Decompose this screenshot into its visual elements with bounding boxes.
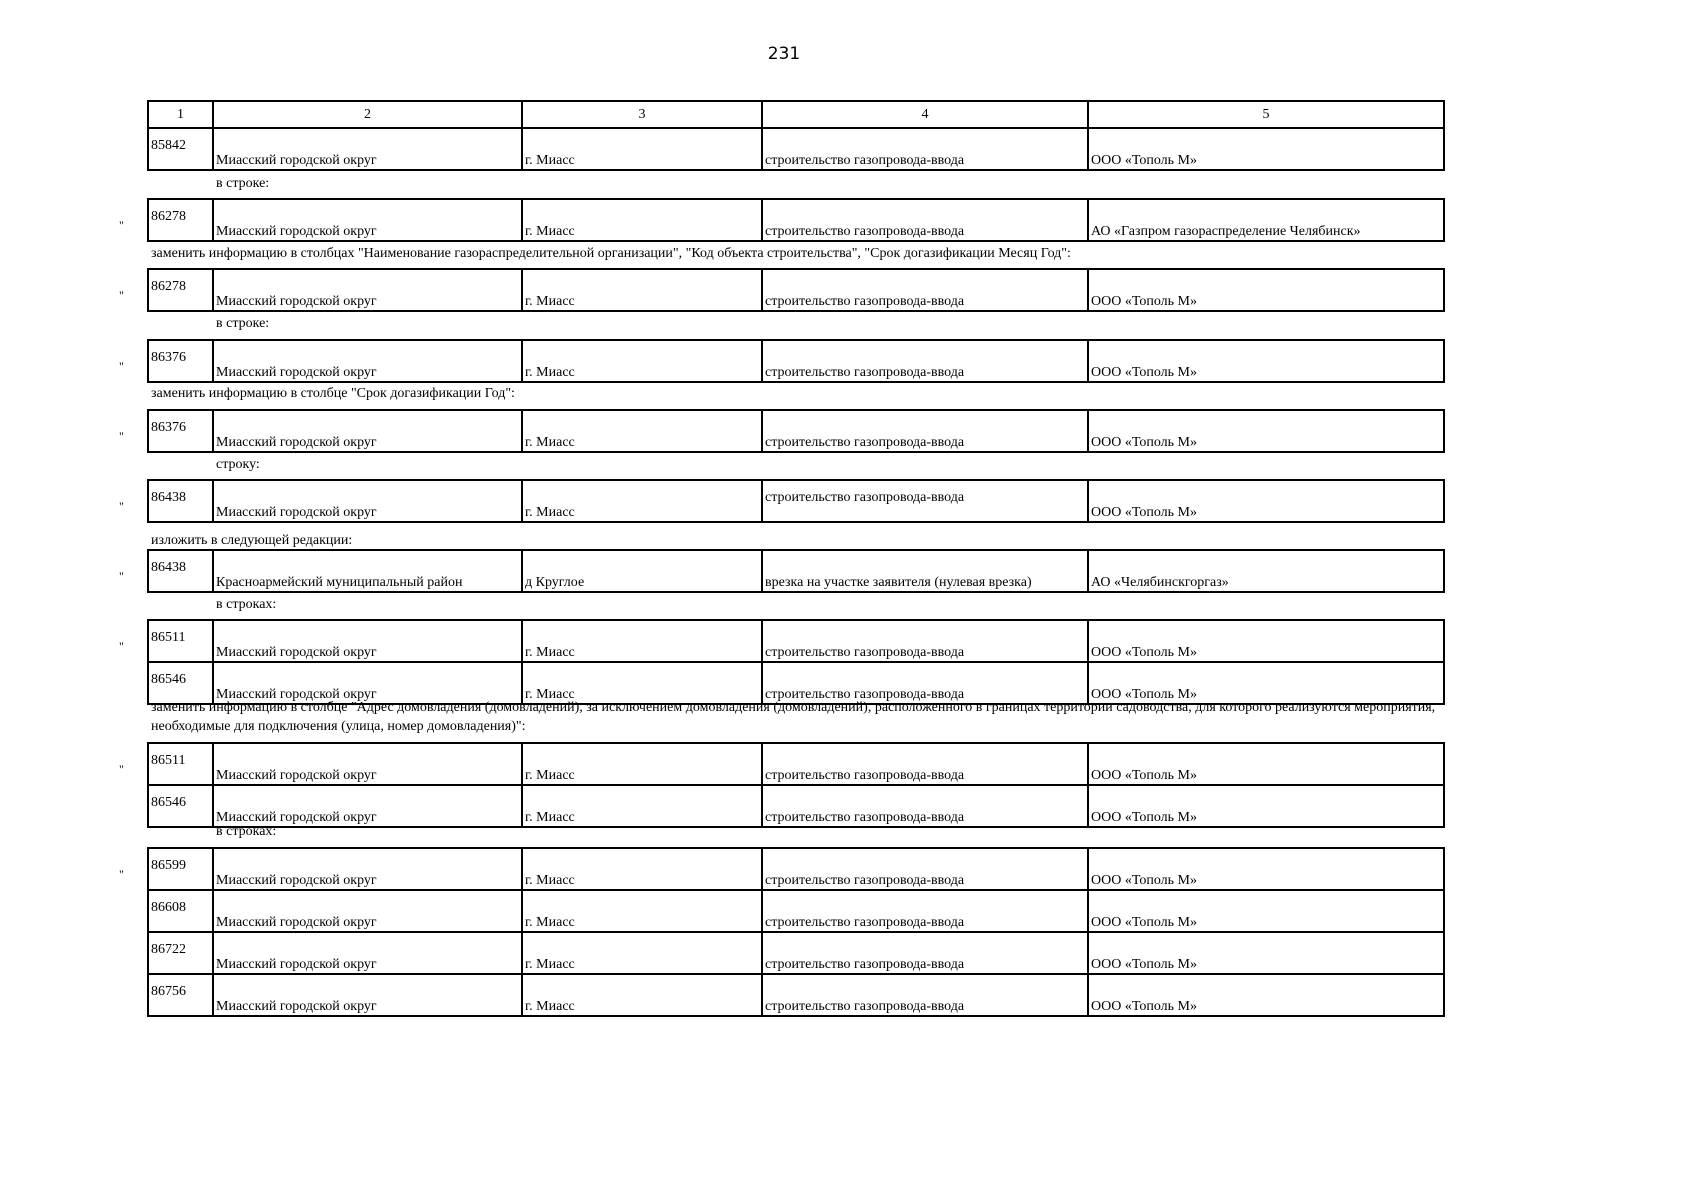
code-cell: 86278 (148, 199, 213, 241)
code-cell: 86376 (148, 410, 213, 452)
locality-cell: г. Миасс (522, 340, 762, 382)
work-type-cell: строительство газопровода-ввода (762, 620, 1088, 662)
locality-cell: г. Миасс (522, 785, 762, 827)
instruction-text: заменить информацию в столбце "Срок догазификации Год": (151, 386, 515, 401)
district-cell: Миасский городской округ (213, 662, 522, 704)
locality-cell: г. Миасс (522, 974, 762, 1016)
data-table (147, 198, 1445, 242)
code-cell: 86608 (148, 890, 213, 932)
table-row (148, 340, 1444, 382)
quote-mark: " (119, 867, 124, 881)
organization-cell: ООО «Тополь М» (1088, 932, 1444, 974)
work-type-cell: строительство газопровода-ввода (762, 662, 1088, 704)
table-row (148, 199, 1444, 241)
district-cell: Миасский городской округ (213, 480, 522, 522)
column-header-row (147, 100, 1445, 129)
header-col-2: 2 (213, 101, 522, 128)
quote-mark: " (119, 762, 124, 776)
instruction-text: заменить информацию в столбце "Адрес домовладения (домовладений), за исключением домовладения (домовладений), расположенного в границах территории садоводства, для которого реализуются мероприятия, необходимые для подключения (улица, номер домовладения)": (151, 700, 1436, 734)
header-table-block (147, 100, 1443, 129)
locality-cell: г. Миасс (522, 269, 762, 311)
data-table (147, 549, 1445, 593)
locality-cell: г. Миасс (522, 480, 762, 522)
district-cell: Миасский городской округ (213, 785, 522, 827)
locality-cell: г. Миасс (522, 890, 762, 932)
organization-cell: ООО «Тополь М» (1088, 128, 1444, 170)
table-block (147, 619, 1443, 705)
organization-cell: ООО «Тополь М» (1088, 743, 1444, 785)
data-table (147, 619, 1445, 705)
header-col-3: 3 (522, 101, 762, 128)
data-table (147, 339, 1445, 383)
quote-mark: " (119, 499, 124, 513)
code-cell: 85842 (148, 128, 213, 170)
code-cell: 86376 (148, 340, 213, 382)
table-block (147, 549, 1443, 593)
work-type-cell: строительство газопровода-ввода (762, 269, 1088, 311)
header-col-1: 1 (148, 101, 213, 128)
locality-cell: г. Миасс (522, 620, 762, 662)
code-cell: 86511 (148, 743, 213, 785)
data-table (147, 479, 1445, 523)
locality-cell: г. Миасс (522, 848, 762, 890)
code-cell: 86599 (148, 848, 213, 890)
organization-cell: ООО «Тополь М» (1088, 620, 1444, 662)
district-cell: Миасский городской округ (213, 199, 522, 241)
locality-cell: г. Миасс (522, 743, 762, 785)
page-number: 231 (767, 44, 801, 64)
quote-mark: " (119, 359, 124, 373)
header-col-5: 5 (1088, 101, 1444, 128)
table-block (147, 409, 1443, 453)
organization-cell: ООО «Тополь М» (1088, 848, 1444, 890)
organization-cell: ООО «Тополь М» (1088, 480, 1444, 522)
work-type-cell: строительство газопровода-ввода (762, 785, 1088, 827)
quote-mark: " (119, 288, 124, 302)
district-cell: Миасский городской округ (213, 128, 522, 170)
table-block (147, 847, 1443, 1017)
table-row (148, 480, 1444, 522)
locality-cell: г. Миасс (522, 410, 762, 452)
data-table (147, 847, 1445, 1017)
instruction-text: в строках: (216, 824, 277, 839)
table-row (148, 410, 1444, 452)
work-type-cell: строительство газопровода-ввода (762, 743, 1088, 785)
district-cell: Миасский городской округ (213, 410, 522, 452)
instruction-text: заменить информацию в столбцах "Наименование газораспределительной организации", "Код объекта строительства", "Срок догазификации Месяц Год": (151, 246, 1071, 261)
district-cell: Красноармейский муниципальный район (213, 550, 522, 592)
district-cell: Миасский городской округ (213, 932, 522, 974)
organization-cell: ООО «Тополь М» (1088, 340, 1444, 382)
organization-cell: ООО «Тополь М» (1088, 785, 1444, 827)
instruction-text: в строках: (216, 597, 277, 612)
work-type-cell: строительство газопровода-ввода (762, 340, 1088, 382)
quote-mark: " (119, 429, 124, 443)
district-cell: Миасский городской округ (213, 890, 522, 932)
table-row (148, 620, 1444, 662)
code-cell: 86546 (148, 662, 213, 704)
table-row (148, 890, 1444, 932)
district-cell: Миасский городской округ (213, 269, 522, 311)
district-cell: Миасский городской округ (213, 974, 522, 1016)
instruction-text: в строке: (216, 176, 270, 191)
header-col-4: 4 (762, 101, 1088, 128)
code-cell: 86278 (148, 269, 213, 311)
table-block (147, 742, 1443, 828)
district-cell: Миасский городской округ (213, 848, 522, 890)
table-block (147, 339, 1443, 383)
work-type-cell: строительство газопровода-ввода (762, 128, 1088, 170)
district-cell: Миасский городской округ (213, 620, 522, 662)
district-cell: Миасский городской округ (213, 743, 522, 785)
instruction-text: изложить в следующей редакции: (151, 533, 353, 548)
code-cell: 86511 (148, 620, 213, 662)
work-type-cell: строительство газопровода-ввода (762, 480, 1088, 522)
quote-mark: " (119, 569, 124, 583)
organization-cell: ООО «Тополь М» (1088, 662, 1444, 704)
organization-cell: АО «Челябинскгоргаз» (1088, 550, 1444, 592)
table-row (148, 848, 1444, 890)
organization-cell: ООО «Тополь М» (1088, 410, 1444, 452)
code-cell: 86438 (148, 550, 213, 592)
table-block (147, 198, 1443, 242)
table-row (148, 932, 1444, 974)
organization-cell: АО «Газпром газораспределение Челябинск» (1088, 199, 1444, 241)
table-row (148, 743, 1444, 785)
code-cell: 86722 (148, 932, 213, 974)
organization-cell: ООО «Тополь М» (1088, 890, 1444, 932)
table-row (148, 785, 1444, 827)
work-type-cell: строительство газопровода-ввода (762, 410, 1088, 452)
organization-cell: ООО «Тополь М» (1088, 974, 1444, 1016)
data-table (147, 127, 1445, 171)
table-row (148, 974, 1444, 1016)
table-row (148, 269, 1444, 311)
work-type-cell: врезка на участке заявителя (нулевая врезка) (762, 550, 1088, 592)
quote-mark: " (119, 639, 124, 653)
table-block (147, 479, 1443, 523)
locality-cell: г. Миасс (522, 199, 762, 241)
table-row (148, 550, 1444, 592)
table-block (147, 127, 1443, 171)
locality-cell: д Круглое (522, 550, 762, 592)
table-block (147, 268, 1443, 312)
code-cell: 86756 (148, 974, 213, 1016)
work-type-cell: строительство газопровода-ввода (762, 848, 1088, 890)
data-table (147, 268, 1445, 312)
data-table (147, 742, 1445, 828)
quote-mark: " (119, 218, 124, 232)
work-type-cell: строительство газопровода-ввода (762, 974, 1088, 1016)
work-type-cell: строительство газопровода-ввода (762, 890, 1088, 932)
work-type-cell: строительство газопровода-ввода (762, 932, 1088, 974)
instruction-text: строку: (216, 457, 260, 472)
locality-cell: г. Миасс (522, 128, 762, 170)
code-cell: 86546 (148, 785, 213, 827)
work-type-cell: строительство газопровода-ввода (762, 199, 1088, 241)
locality-cell: г. Миасс (522, 932, 762, 974)
instruction-text: в строке: (216, 316, 270, 331)
organization-cell: ООО «Тополь М» (1088, 269, 1444, 311)
code-cell: 86438 (148, 480, 213, 522)
district-cell: Миасский городской округ (213, 340, 522, 382)
data-table (147, 409, 1445, 453)
locality-cell: г. Миасс (522, 662, 762, 704)
table-row (148, 128, 1444, 170)
